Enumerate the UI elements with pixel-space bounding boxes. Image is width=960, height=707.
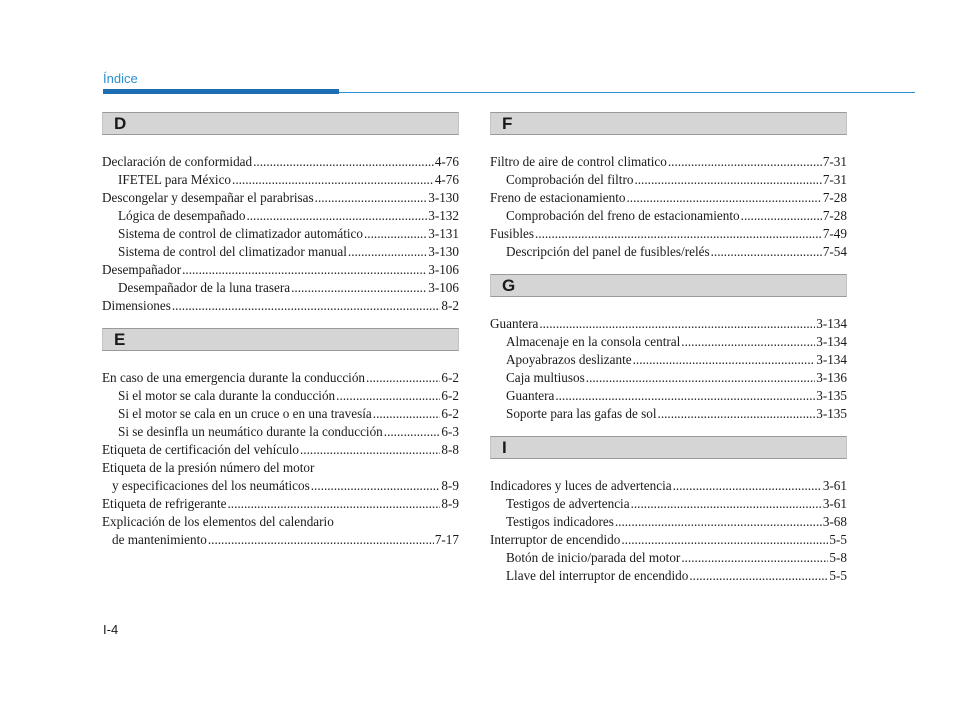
index-entry-text: Apoyabrazos deslizante: [506, 352, 632, 367]
dot-leader: [555, 387, 815, 405]
index-page-ref: 3-135: [816, 406, 847, 421]
index-entry-text: Testigos de advertencia: [506, 496, 630, 511]
index-entry: [102, 153, 459, 171]
dot-leader: [182, 261, 427, 279]
index-subentry: [490, 243, 847, 261]
index-entry: [490, 225, 847, 243]
index-page-ref: 3-131: [428, 226, 459, 241]
index-page-ref: 5-5: [829, 568, 847, 583]
index-subentry: [102, 279, 459, 297]
index-subentry: [102, 207, 459, 225]
dot-leader: [586, 369, 815, 387]
index-subentry: [490, 207, 847, 225]
index-entry-text: IFETEL para México: [118, 172, 232, 187]
dot-leader: [227, 495, 440, 513]
dot-leader: [539, 315, 815, 333]
index-entry-list: [102, 153, 459, 315]
section-letter: D: [114, 114, 127, 133]
index-entry-text: Explicación de los elementos del calendario: [102, 514, 334, 529]
dot-leader: [246, 207, 427, 225]
index-entry-text: Indicadores y luces de advertencia: [490, 478, 672, 493]
index-entry-text: Declaración de conformidad: [102, 154, 253, 169]
dot-leader: [384, 423, 441, 441]
dot-leader: [364, 225, 427, 243]
section-letter: I: [502, 438, 507, 457]
index-page-ref: 7-17: [434, 532, 459, 547]
index-entry-text: Descongelar y desempañar el parabrisas: [102, 190, 314, 205]
index-entry-text: Dimensiones: [102, 298, 171, 313]
dot-leader: [711, 243, 822, 261]
dot-leader: [673, 477, 822, 495]
dot-leader: [681, 333, 815, 351]
dot-leader: [232, 171, 434, 189]
index-entry: [490, 477, 847, 495]
dot-leader: [535, 225, 822, 243]
section-letter: F: [502, 114, 513, 133]
index-page-ref: 3-134: [816, 334, 847, 349]
index-page-ref: 4-76: [434, 154, 459, 169]
index-page-ref: 3-130: [428, 244, 459, 259]
index-page-ref: 7-54: [822, 244, 847, 259]
index-page-ref: 7-28: [822, 208, 847, 223]
header-rule-thin: [339, 92, 915, 93]
index-entry-text: Almacenaje en la consola central: [506, 334, 681, 349]
section-letter: E: [114, 330, 126, 349]
index-entry-text: Freno de estacionamiento: [490, 190, 626, 205]
index-entry-list: [490, 477, 847, 585]
index-entry: [490, 315, 847, 333]
index-entry-text: En caso de una emergencia durante la conducción: [102, 370, 366, 385]
dot-leader: [373, 405, 441, 423]
index-subentry: [490, 351, 847, 369]
section-header: [102, 328, 459, 351]
dot-leader: [172, 297, 441, 315]
index-subentry: [490, 549, 847, 567]
dot-leader: [315, 189, 428, 207]
index-page-ref: 7-31: [822, 172, 847, 187]
index-entry: [102, 261, 459, 279]
dot-leader: [348, 243, 427, 261]
index-subentry: [102, 477, 459, 495]
index-entry-text: Guantera: [506, 388, 555, 403]
dot-leader: [631, 495, 822, 513]
dot-leader: [633, 351, 816, 369]
index-subentry: [490, 513, 847, 531]
dot-leader: [634, 171, 821, 189]
section-header: [490, 112, 847, 135]
left-column: [102, 112, 459, 562]
dot-leader: [208, 531, 434, 549]
index-entry-text: Etiqueta de refrigerante: [102, 496, 227, 511]
index-entry: [102, 189, 459, 207]
right-column: [490, 112, 847, 598]
index-entry-text: Lógica de desempañado: [118, 208, 246, 223]
index-entry-text: Llave del interruptor de encendido: [506, 568, 689, 583]
index-entry-list: [102, 369, 459, 549]
index-subentry: [490, 495, 847, 513]
index-page-ref: 3-68: [822, 514, 847, 529]
dot-leader: [311, 477, 441, 495]
index-entry-text: Guantera: [490, 316, 539, 331]
section-header: [490, 436, 847, 459]
index-entry: [490, 189, 847, 207]
index-subentry: [490, 387, 847, 405]
index-subentry: [490, 369, 847, 387]
index-subentry: [490, 405, 847, 423]
index-subentry: [102, 225, 459, 243]
index-page-ref: 3-132: [428, 208, 459, 223]
index-page-ref: 6-2: [441, 406, 459, 421]
index-page-ref: 3-134: [816, 352, 847, 367]
index-entry-text: Comprobación del filtro: [506, 172, 634, 187]
index-page-ref: 8-8: [441, 442, 459, 457]
index-page-ref: 5-5: [829, 532, 847, 547]
index-entry-text: Interruptor de encendido: [490, 532, 621, 547]
index-entry-text: Si se desinfla un neumático durante la conducción: [118, 424, 383, 439]
index-entry: [490, 531, 847, 549]
index-entry: [102, 369, 459, 387]
index-subentry: [102, 171, 459, 189]
index-entry-text: Caja multiusos: [506, 370, 585, 385]
index-entry: [490, 153, 847, 171]
index-entry: [102, 297, 459, 315]
index-subentry: [102, 405, 459, 423]
dot-leader: [681, 549, 828, 567]
index-subentry: [102, 423, 459, 441]
index-entry-text: Fusibles: [490, 226, 534, 241]
section-header: [490, 274, 847, 297]
index-subentry: [490, 171, 847, 189]
index-page-ref: 6-3: [441, 424, 459, 439]
dot-leader: [658, 405, 816, 423]
index-entry-list: [490, 315, 847, 423]
dot-leader: [741, 207, 822, 225]
index-entry-text: Soporte para las gafas de sol: [506, 406, 657, 421]
index-page-ref: 3-61: [822, 478, 847, 493]
page-number: I-4: [103, 622, 119, 637]
index-subentry: [102, 387, 459, 405]
index-entry-text: Sistema de control del climatizador manual: [118, 244, 347, 259]
index-entry-list: [490, 153, 847, 261]
index-page-ref: 3-61: [822, 496, 847, 511]
index-page-ref: 3-134: [816, 316, 847, 331]
section-letter: G: [502, 276, 516, 295]
index-entry-text: Si el motor se cala en un cruce o en una travesía: [118, 406, 372, 421]
index-entry-text: Etiqueta de la presión número del motor: [102, 460, 315, 475]
index-entry-text: y especificaciones del los neumáticos: [112, 478, 310, 493]
index-entry-text: Desempañador: [102, 262, 182, 277]
index-page-ref: 4-76: [434, 172, 459, 187]
index-entry: [102, 441, 459, 459]
index-page-ref: 8-2: [441, 298, 459, 313]
index-page-ref: 3-106: [428, 262, 459, 277]
index-page-ref: 5-8: [829, 550, 847, 565]
index-page-ref: 3-130: [428, 190, 459, 205]
index-subentry: [102, 243, 459, 261]
dot-leader: [668, 153, 822, 171]
dot-leader: [366, 369, 440, 387]
index-subentry: [490, 333, 847, 351]
index-entry-text: Botón de inicio/parada del motor: [506, 550, 681, 565]
dot-leader: [689, 567, 828, 585]
index-entry-text: Si el motor se cala durante la conducción: [118, 388, 336, 403]
index-entry-text: Testigos indicadores: [506, 514, 614, 529]
index-page-ref: 7-28: [822, 190, 847, 205]
page-title: Índice: [103, 71, 138, 86]
dot-leader: [300, 441, 440, 459]
index-entry-text: de mantenimiento: [112, 532, 207, 547]
index-subentry: [102, 531, 459, 549]
dot-leader: [627, 189, 822, 207]
index-page-ref: 8-9: [441, 478, 459, 493]
section-header: [102, 112, 459, 135]
index-page-ref: 7-49: [822, 226, 847, 241]
dot-leader: [621, 531, 828, 549]
dot-leader: [336, 387, 440, 405]
index-page-ref: 6-2: [441, 388, 459, 403]
dot-leader: [253, 153, 434, 171]
index-page-ref: 3-136: [816, 370, 847, 385]
index-entry-text: Filtro de aire de control climatico: [490, 154, 667, 169]
dot-leader: [615, 513, 822, 531]
index-page-ref: 8-9: [441, 496, 459, 511]
index-page-ref: 3-135: [816, 388, 847, 403]
index-subentry: [490, 567, 847, 585]
index-entry-text: Etiqueta de certificación del vehículo: [102, 442, 299, 457]
index-page-ref: 7-31: [822, 154, 847, 169]
index-entry: [102, 495, 459, 513]
index-page-ref: 6-2: [441, 370, 459, 385]
index-entry-text: Descripción del panel de fusibles/relés: [506, 244, 710, 259]
index-entry-text: Comprobación del freno de estacionamiento: [506, 208, 740, 223]
index-entry-text: Sistema de control de climatizador automático: [118, 226, 363, 241]
index-page-ref: 3-106: [428, 280, 459, 295]
header-rule-thick: [103, 89, 339, 94]
dot-leader: [291, 279, 427, 297]
index-entry-text: Desempañador de la luna trasera: [118, 280, 291, 295]
